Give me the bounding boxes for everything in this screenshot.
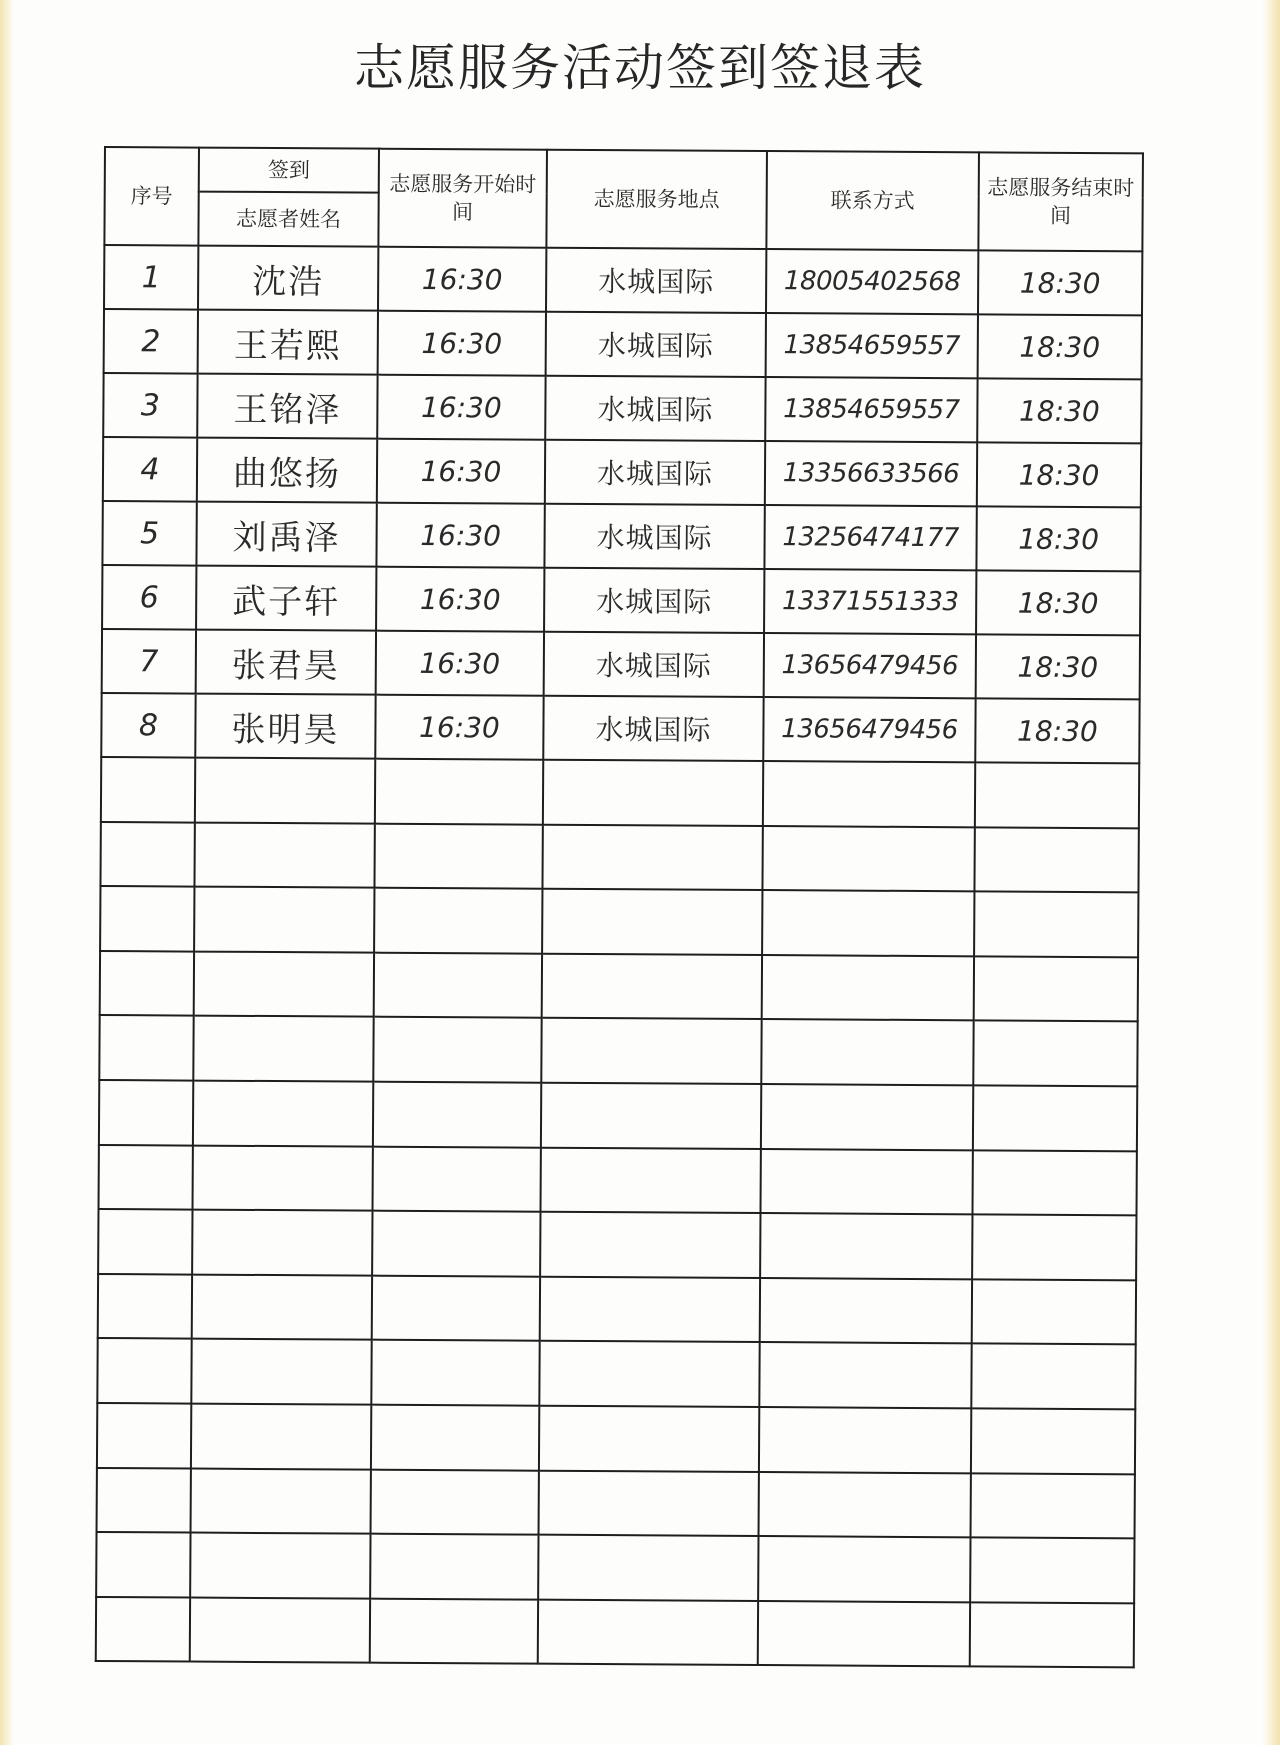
empty-cell [542,824,762,890]
cell-seq: 6 [102,565,196,630]
empty-cell [760,1149,972,1215]
cell-phone: 18005402568 [766,249,978,314]
empty-cell [542,953,762,1019]
empty-cell [374,888,542,954]
empty-cell [192,1274,372,1340]
empty-cell [974,892,1138,958]
empty-cell [374,952,542,1018]
header-signin: 签到 [199,148,379,193]
empty-cell [974,956,1138,1022]
cell-seq: 4 [103,437,197,502]
empty-row [99,1145,1137,1216]
table-row [102,565,1140,635]
empty-cell [762,826,974,892]
empty-cell [972,1150,1136,1216]
empty-cell [971,1473,1135,1539]
cell-start-time: 16:30 [375,695,543,760]
header-start-time: 志愿服务开始时间 [378,149,547,248]
empty-cell [97,1338,191,1403]
empty-cell [374,823,542,889]
empty-cell [759,1407,971,1473]
cell-location: 水城国际 [546,312,766,377]
empty-cell [761,1084,973,1150]
empty-cell [375,759,543,825]
empty-cell [762,890,974,956]
cell-phone: 13854659557 [765,377,977,442]
empty-cell [542,889,762,955]
empty-cell [193,1016,373,1082]
cell-phone: 13256474177 [764,505,976,570]
empty-cell [761,1019,973,1085]
table-row [104,245,1142,315]
empty-cell [372,1275,540,1341]
empty-cell [971,1344,1135,1410]
header-location: 志愿服务地点 [546,150,767,249]
cell-start-time: 16:30 [377,375,545,440]
empty-cell [541,1018,761,1084]
table-body [96,245,1143,1668]
empty-cell [191,1403,371,1469]
cell-start-time: 16:30 [376,567,544,632]
cell-location: 水城国际 [546,248,766,313]
cell-end-time: 18:30 [976,570,1140,635]
empty-cell [193,1081,373,1147]
cell-end-time: 18:30 [978,250,1142,315]
empty-cell [543,760,763,826]
empty-row [97,1403,1135,1474]
empty-cell [100,886,194,951]
empty-row [96,1532,1134,1603]
cell-end-time: 18:30 [977,378,1141,443]
empty-row [98,1209,1136,1280]
empty-cell [539,1406,759,1472]
cell-start-time: 16:30 [376,631,544,696]
cell-location: 水城国际 [545,376,765,441]
cell-location: 水城国际 [543,696,763,761]
table-row [103,373,1141,443]
table-row [102,629,1140,699]
cell-end-time: 18:30 [976,506,1140,571]
cell-location: 水城国际 [545,440,765,505]
cell-name: 沈浩 [198,246,378,311]
cell-seq: 2 [104,309,198,374]
cell-phone: 13371551333 [764,569,976,634]
empty-cell [373,1082,541,1148]
empty-row [97,1338,1135,1409]
empty-cell [191,1468,371,1534]
empty-cell [194,822,374,888]
cell-end-time: 18:30 [977,442,1141,507]
cell-seq: 1 [104,245,198,310]
empty-cell [973,1021,1137,1087]
empty-cell [371,1469,539,1535]
empty-cell [975,762,1139,828]
table-row [101,693,1139,763]
empty-row [100,951,1138,1022]
cell-location: 水城国际 [544,568,764,633]
empty-cell [538,1599,758,1665]
cell-name: 张君昊 [196,630,376,695]
empty-cell [194,951,374,1017]
header-contact: 联系方式 [766,151,979,250]
empty-cell [100,822,194,887]
empty-row [96,1597,1134,1668]
empty-cell [974,827,1138,893]
empty-cell [759,1342,971,1408]
cell-location: 水城国际 [544,632,764,697]
empty-row [100,886,1138,957]
empty-cell [96,1532,190,1597]
empty-row [97,1468,1135,1539]
empty-cell [760,1278,972,1344]
table-row [103,437,1141,507]
cell-end-time: 18:30 [976,634,1140,699]
cell-seq: 3 [103,373,197,438]
empty-cell [194,887,374,953]
empty-cell [972,1214,1136,1280]
empty-cell [192,1210,372,1276]
empty-cell [758,1601,970,1667]
cell-phone: 13356633566 [765,441,977,506]
empty-cell [758,1536,970,1602]
empty-cell [96,1597,190,1662]
paper-edge-left [0,0,14,1745]
cell-end-time: 18:30 [978,314,1142,379]
empty-cell [99,1080,193,1145]
empty-row [98,1274,1136,1345]
empty-cell [97,1403,191,1468]
empty-cell [540,1212,760,1278]
empty-cell [541,1083,761,1149]
empty-cell [98,1274,192,1339]
empty-cell [763,761,975,827]
empty-cell [370,1534,538,1600]
header-seq: 序号 [104,147,199,246]
empty-cell [762,955,974,1021]
empty-cell [97,1468,191,1533]
cell-seq: 7 [102,629,196,694]
cell-name: 王若熙 [198,310,378,375]
cell-name: 武子轩 [196,566,376,631]
cell-start-time: 16:30 [378,311,546,376]
cell-name: 张明昊 [195,694,375,759]
empty-cell [539,1470,759,1536]
empty-cell [190,1533,370,1599]
empty-row [99,1015,1137,1086]
cell-end-time: 18:30 [975,698,1139,763]
cell-phone: 13854659557 [766,313,978,378]
table-row [104,309,1142,379]
empty-cell [100,951,194,1016]
page-title: 志愿服务活动签到签退表 [354,39,926,97]
empty-cell [972,1279,1136,1345]
cell-name: 曲悠扬 [197,438,377,503]
empty-row [99,1080,1137,1151]
cell-seq: 5 [102,501,196,566]
empty-cell [191,1339,371,1405]
empty-cell [538,1535,758,1601]
header-name: 志愿者姓名 [198,192,378,247]
empty-row [101,757,1139,828]
cell-start-time: 16:30 [378,247,546,312]
cell-phone: 13656479456 [763,697,975,762]
empty-cell [101,757,195,822]
cell-start-time: 16:30 [377,439,545,504]
cell-phone: 13656479456 [764,633,976,698]
empty-cell [540,1147,760,1213]
cell-start-time: 16:30 [376,503,544,568]
empty-cell [190,1597,370,1663]
cell-name: 刘禹泽 [196,502,376,567]
empty-cell [370,1598,538,1664]
paper-edge-right [1262,0,1280,1745]
cell-name: 王铭泽 [197,374,377,439]
empty-cell [99,1145,193,1210]
empty-cell [99,1015,193,1080]
signin-table [95,146,1144,1669]
table-row [102,501,1140,571]
cell-location: 水城国际 [544,504,764,569]
empty-cell [372,1211,540,1277]
empty-cell [973,1085,1137,1151]
empty-cell [371,1340,539,1406]
empty-cell [759,1472,971,1538]
empty-cell [539,1341,759,1407]
cell-seq: 8 [101,693,195,758]
empty-cell [540,1276,760,1342]
empty-cell [970,1537,1134,1603]
empty-row [100,822,1138,893]
empty-cell [98,1209,192,1274]
empty-cell [373,1017,541,1083]
empty-cell [195,758,375,824]
empty-cell [193,1145,373,1211]
empty-cell [760,1213,972,1279]
empty-cell [971,1408,1135,1474]
empty-cell [373,1146,541,1212]
empty-cell [371,1405,539,1471]
header-end-time: 志愿服务结束时间 [978,152,1143,251]
empty-cell [970,1602,1134,1668]
